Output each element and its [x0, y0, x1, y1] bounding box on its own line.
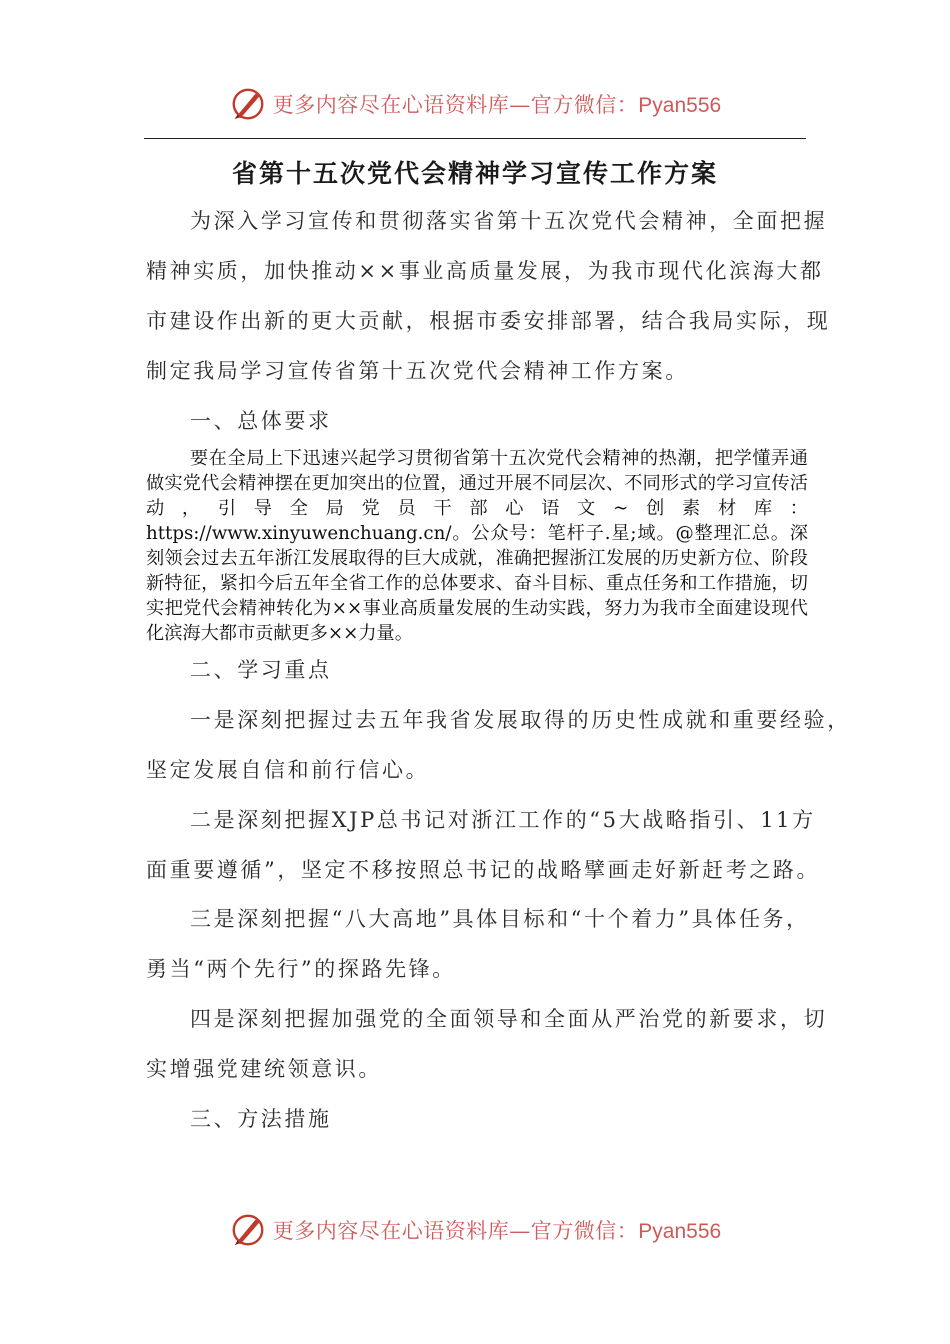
- banner-text: 更多内容尽在心语资料库—官方微信：Pyan556: [272, 1219, 722, 1243]
- footer-banner: [0, 1208, 950, 1252]
- point-3-line-1: 三是深刻把握“八大高地”具体目标和“十个着力”具体任务，: [190, 907, 810, 931]
- wechat-id: Pyan556: [638, 94, 722, 117]
- point-2-line-1: 二是深刻把握XJP总书记对浙江工作的“5大战略指引、11方: [190, 808, 816, 832]
- header-banner: [0, 82, 950, 126]
- document-title: 省第十五次党代会精神学习宣传工作方案: [231, 159, 718, 188]
- intro-line-4: 制定我局学习宣传省第十五次党代会精神工作方案。: [146, 359, 689, 383]
- point-1-line-2: 坚定发展自信和前行信心。: [146, 758, 430, 782]
- section-1-body: 要在全局上下迅速兴起学习贯彻省第十五次党代会精神的热潮，把学懂弄通做实党代会精神摆在更加突出的位置，通过开展不同层次、不同形式的学习宣传活动，引导全局党员干部心语文~创素材库：https://www.xinyuwenchuang.cn/。公众号：笔杆子.星;域。@整理汇总。深刻领会过去五年浙江发展取得的巨大成就，准确把握浙江发展的历史新方位、阶段新特征，紧扣今后五年全省工作的总体要求、奋斗目标、重点任务和工作措施，切实把党代会精神转化为××事业高质量发展的生动实践，努力为我市全面建设现代化滨海大都市贡献更多××力量。: [146, 448, 808, 644]
- intro-line-3: 市建设作出新的更大贡献，根据市委安排部署，结合我局实际，现: [146, 309, 831, 333]
- point-3-line-2: 勇当“两个先行”的探路先锋。: [146, 957, 456, 981]
- header-divider: [144, 138, 806, 139]
- banner-text: 更多内容尽在心语资料库—官方微信：Pyan556: [272, 93, 722, 117]
- point-4-line-2: 实增强党建统领意识。: [146, 1057, 382, 1081]
- pen-circle-icon: [229, 1211, 267, 1249]
- wechat-id: Pyan556: [638, 1220, 722, 1243]
- pen-circle-icon: [229, 85, 267, 123]
- section-heading-1: 一、总体要求: [190, 409, 332, 433]
- intro-line-1: 为深入学习宣传和贯彻落实省第十五次党代会精神，全面把握: [190, 209, 828, 233]
- intro-line-2: 精神实质，加快推动××事业高质量发展，为我市现代化滨海大都: [146, 259, 824, 283]
- point-1-line-1: 一是深刻把握过去五年我省发展取得的历史性成就和重要经验，: [190, 708, 851, 732]
- point-2-line-2: 面重要遵循”，坚定不移按照总书记的战略擘画走好新赶考之路。: [146, 858, 821, 882]
- point-4-line-1: 四是深刻把握加强党的全面领导和全面从严治党的新要求，切: [190, 1007, 828, 1031]
- section-heading-2: 二、学习重点: [190, 658, 332, 682]
- section-heading-3: 三、方法措施: [190, 1107, 332, 1131]
